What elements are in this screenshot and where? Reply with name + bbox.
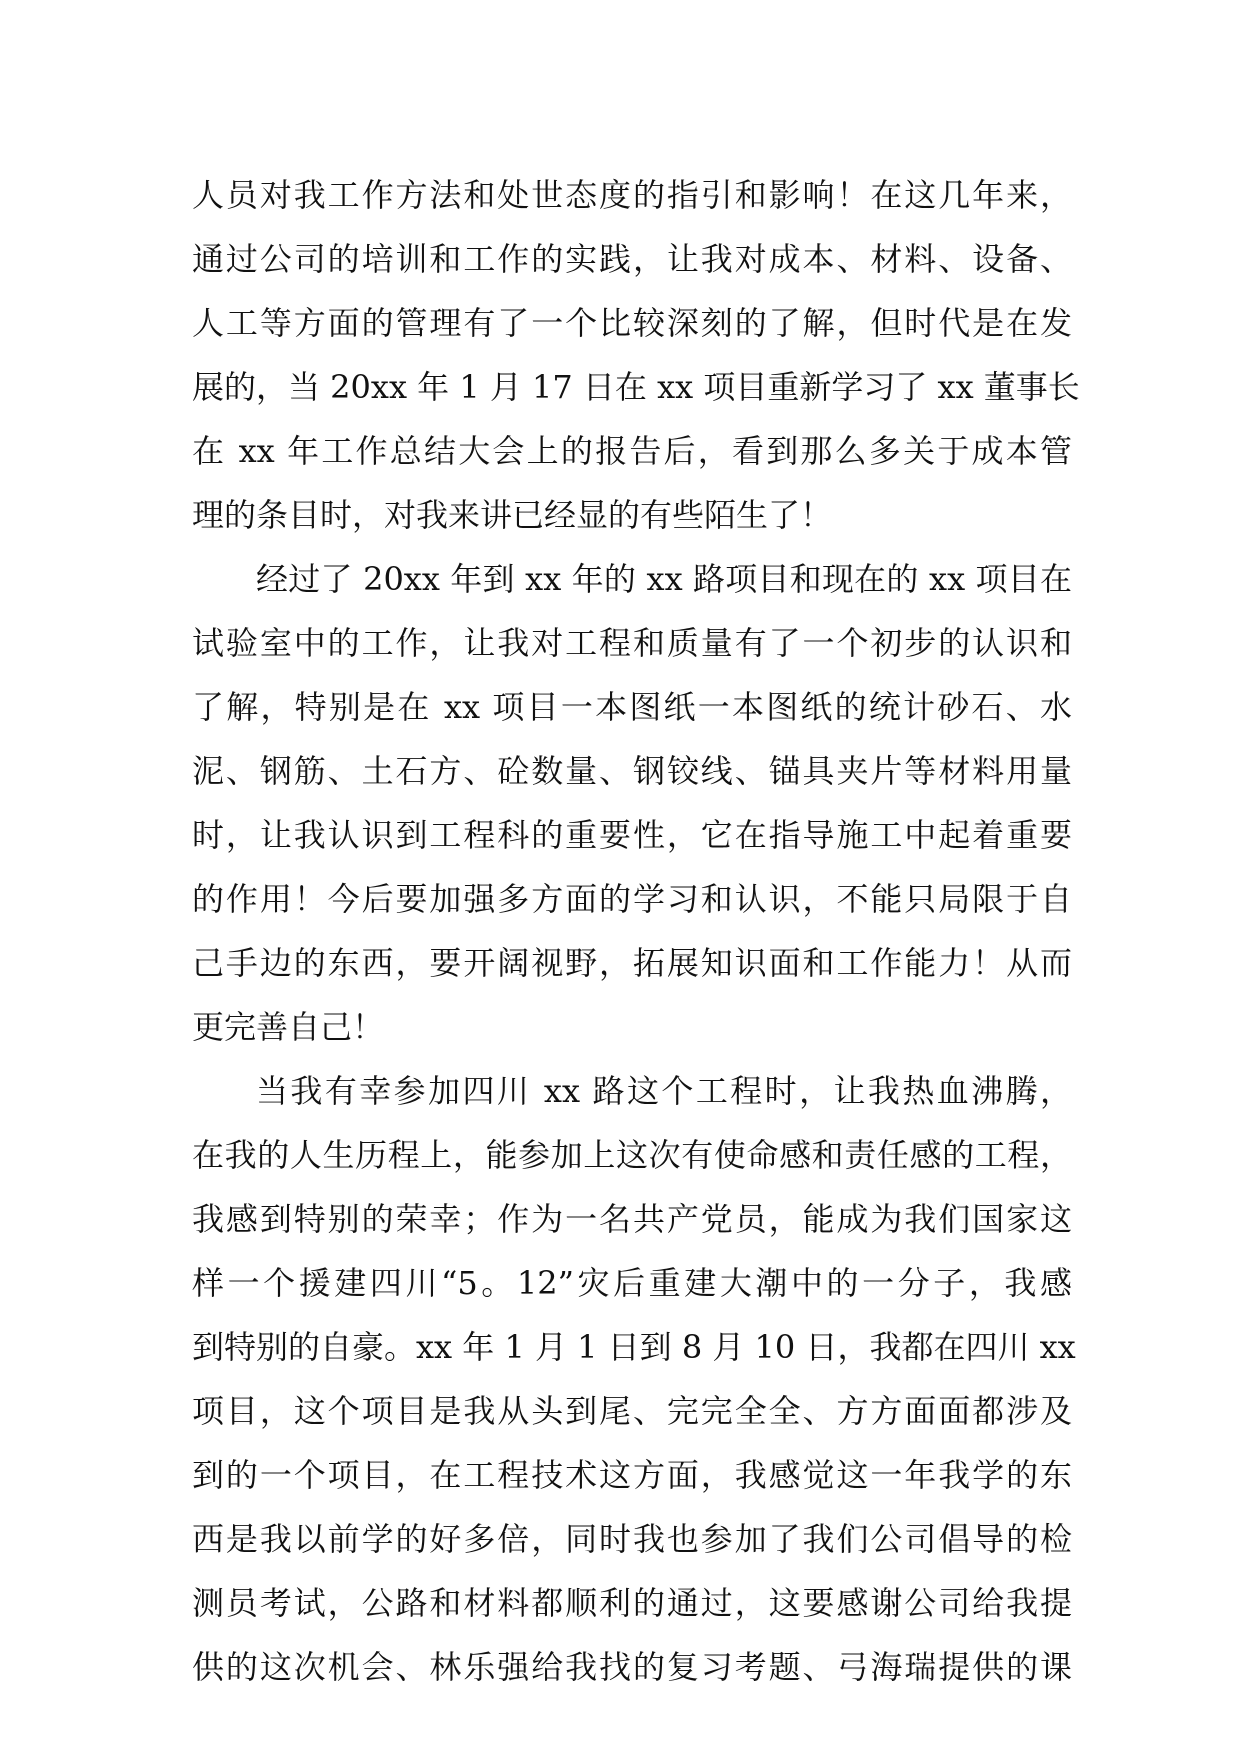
text-line: 人工等方面的管理有了一个比较深刻的了解，但时代是在发 bbox=[192, 304, 1072, 342]
text-line: 时，让我认识到工程科的重要性，它在指导施工中起着重要 bbox=[192, 816, 1072, 854]
text-line: 供的这次机会、林乐强给我找的复习考题、弓海瑞提供的课 bbox=[192, 1648, 1072, 1686]
text-line: 试验室中的工作，让我对工程和质量有了一个初步的认识和 bbox=[192, 624, 1072, 662]
text-line: 更完善自己！ bbox=[192, 1008, 385, 1046]
text-line: 我感到特别的荣幸；作为一名共产党员，能成为我们国家这 bbox=[192, 1200, 1072, 1238]
text-line: 样一个援建四川“5。12”灾后重建大潮中的一分子，我感 bbox=[192, 1264, 1072, 1302]
text-line: 到的一个项目，在工程技术这方面，我感觉这一年我学的东 bbox=[192, 1456, 1072, 1494]
text-line: 了解，特别是在 xx 项目一本图纸一本图纸的统计砂石、水 bbox=[192, 688, 1072, 726]
text-line: 展的，当 20xx 年 1 月 17 日在 xx 项目重新学习了 xx 董事长 bbox=[192, 368, 1080, 406]
paragraph-1 bbox=[192, 163, 1080, 547]
text-line: 在 xx 年工作总结大会上的报告后，看到那么多关于成本管 bbox=[192, 432, 1072, 470]
text-line: 测员考试，公路和材料都顺利的通过，这要感谢公司给我提 bbox=[192, 1584, 1072, 1622]
text-line: 当我有幸参加四川 xx 路这个工程时，让我热血沸腾， bbox=[256, 1072, 1072, 1110]
text-line: 己手边的东西，要开阔视野，拓展知识面和工作能力！从而 bbox=[192, 944, 1072, 982]
document-body bbox=[192, 163, 1080, 1699]
text-line: 人员对我工作方法和处世态度的指引和影响！在这几年来， bbox=[192, 176, 1072, 214]
text-line: 经过了 20xx 年到 xx 年的 xx 路项目和现在的 xx 项目在 bbox=[256, 560, 1072, 598]
paragraph-3 bbox=[192, 1059, 1076, 1699]
text-line: 项目，这个项目是我从头到尾、完完全全、方方面面都涉及 bbox=[192, 1392, 1072, 1430]
text-line: 通过公司的培训和工作的实践，让我对成本、材料、设备、 bbox=[192, 240, 1072, 278]
paragraph-2 bbox=[192, 547, 1072, 1059]
text-line: 在我的人生历程上，能参加上这次有使命感和责任感的工程， bbox=[192, 1136, 1072, 1174]
text-line: 的作用！今后要加强多方面的学习和认识，不能只局限于自 bbox=[192, 880, 1072, 918]
text-line: 西是我以前学的好多倍，同时我也参加了我们公司倡导的检 bbox=[192, 1520, 1072, 1558]
text-line: 泥、钢筋、土石方、砼数量、钢铰线、锚具夹片等材料用量 bbox=[192, 752, 1072, 790]
text-line: 理的条目时，对我来讲已经显的有些陌生了！ bbox=[192, 496, 833, 534]
text-line: 到特别的自豪。xx 年 1 月 1 日到 8 月 10 日，我都在四川 xx bbox=[192, 1328, 1076, 1366]
